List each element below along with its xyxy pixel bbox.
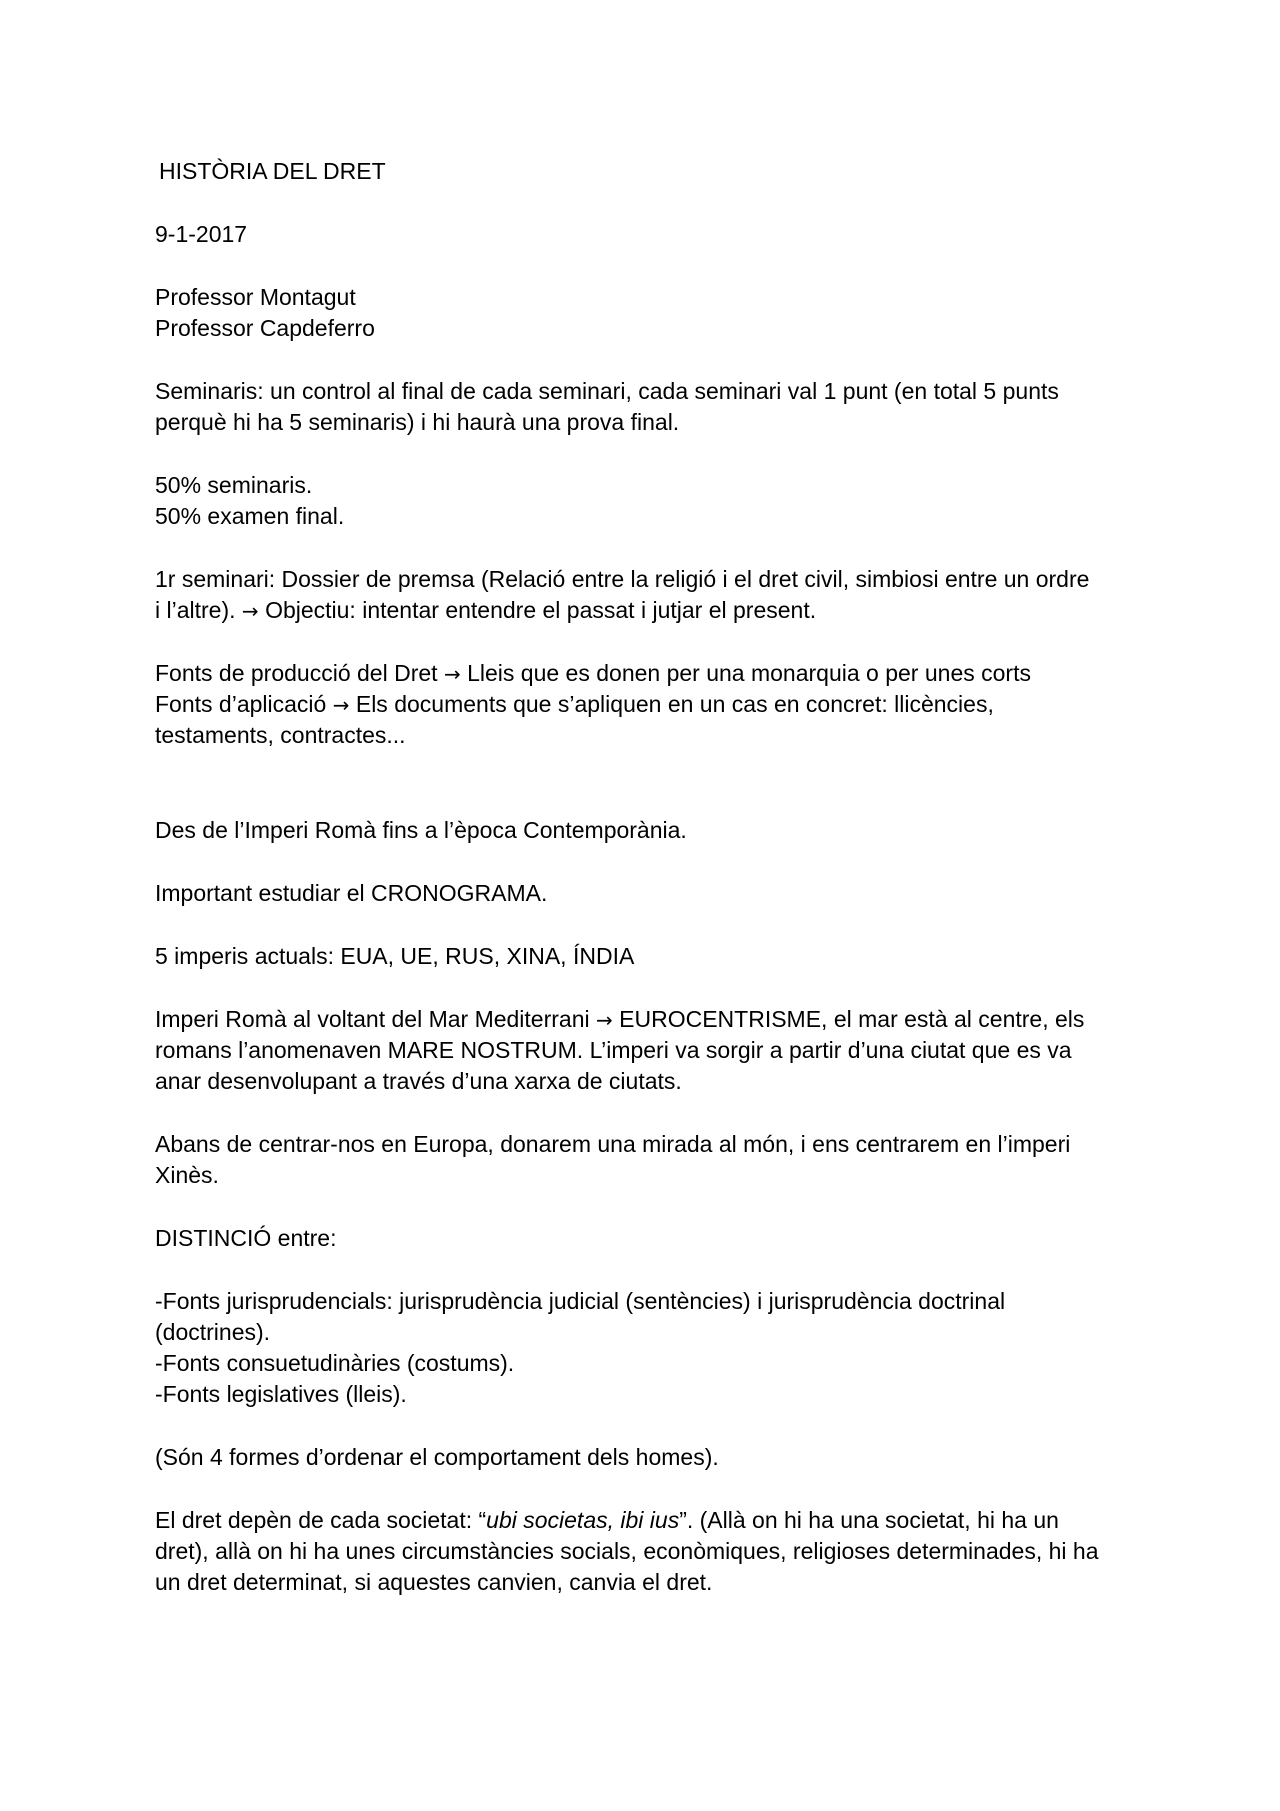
fonts-produccio-line xyxy=(155,658,1031,690)
lecture-date: 9-1-2017 xyxy=(155,221,248,247)
latin-phrase: ubi societas, ibi ius xyxy=(486,1507,680,1533)
dret-line-1-start: El dret depèn de cada societat: “ xyxy=(155,1507,487,1533)
imperi-roma-eurocentrisme: EUROCENTRISME, el mar està al centre, els xyxy=(619,1006,1085,1032)
right-arrow-icon: → xyxy=(443,662,461,686)
right-arrow-icon: → xyxy=(241,599,259,623)
important-line: Important estudiar el CRONOGRAMA. xyxy=(155,880,548,906)
document-title: HISTÒRIA DEL DRET xyxy=(159,158,386,184)
dret-line-3: un dret determinat, si aquestes canvien, canvia el dret. xyxy=(155,1569,713,1595)
fonts-produccio-text: Lleis que es donen per una monarquia o per unes corts xyxy=(467,660,1031,686)
formes-line: (Són 4 formes d’ordenar el comportament dels homes). xyxy=(155,1444,719,1470)
dret-line-2: dret), allà on hi ha unes circumstàncies socials, econòmiques, religioses determinades, hi ha xyxy=(155,1538,1099,1564)
imperi-roma-start: Imperi Romà al voltant del Mar Mediterrani xyxy=(155,1006,590,1032)
dret-line-1 xyxy=(155,1505,1059,1536)
seminaris-line-2: perquè hi ha 5 seminaris) i hi haurà una prova final. xyxy=(155,409,680,435)
fonts-list-line-2: (doctrines). xyxy=(155,1319,271,1345)
seminari1-objectiu: Objectiu: intentar entendre el passat i jutjar el present. xyxy=(265,597,817,623)
fonts-produccio-label: Fonts de producció del Dret xyxy=(155,660,438,686)
imperi-roma-line-2: romans l’anomenaven MARE NOSTRUM. L’imperi va sorgir a partir d’una ciutat que es va xyxy=(155,1037,1072,1063)
imperis-line: 5 imperis actuals: EUA, UE, RUS, XINA, ÍNDIA xyxy=(155,943,635,969)
fonts-aplicacio-line xyxy=(155,689,994,721)
fonts-list-line-4: -Fonts legislatives (lleis). xyxy=(155,1381,407,1407)
fonts-aplicacio-label: Fonts d’aplicació xyxy=(155,691,327,717)
distincio-line: DISTINCIÓ entre: xyxy=(155,1225,337,1251)
dret-line-1-end: ”. (Allà on hi ha una societat, hi ha un xyxy=(679,1507,1059,1533)
percent-examen: 50% examen final. xyxy=(155,503,345,529)
fonts-aplicacio-line-2: testaments, contractes... xyxy=(155,722,406,748)
right-arrow-icon: → xyxy=(332,693,350,717)
fonts-list-line-3: -Fonts consuetudinàries (costums). xyxy=(155,1350,515,1376)
seminaris-line-1: Seminaris: un control al final de cada seminari, cada seminari val 1 punt (en total 5 punts xyxy=(155,378,1059,404)
imperi-roma-line-3: anar desenvolupant a través d’una xarxa de ciutats. xyxy=(155,1068,682,1094)
professor-line-2: Professor Capdeferro xyxy=(155,315,375,341)
professor-line-1: Professor Montagut xyxy=(155,284,356,310)
abans-line-2: Xinès. xyxy=(155,1162,219,1188)
fonts-list-line-1: -Fonts jurisprudencials: jurisprudència judicial (sentències) i jurisprudència doctrinal xyxy=(155,1288,1006,1314)
seminari1-line-1: 1r seminari: Dossier de premsa (Relació entre la religió i el dret civil, simbiosi entre un ordre xyxy=(155,566,1090,592)
percent-seminaris: 50% seminaris. xyxy=(155,472,313,498)
seminari1-line-2 xyxy=(155,595,816,627)
seminari1-line-2-start: i l’altre). xyxy=(155,597,236,623)
des-line: Des de l’Imperi Romà fins a l’època Contemporània. xyxy=(155,817,687,843)
imperi-roma-line-1 xyxy=(155,1004,1084,1036)
fonts-aplicacio-text: Els documents que s’apliquen en un cas en concret: llicències, xyxy=(355,691,994,717)
abans-line-1: Abans de centrar-nos en Europa, donarem una mirada al món, i ens centrarem en l’imperi xyxy=(155,1131,1071,1157)
right-arrow-icon: → xyxy=(596,1008,613,1032)
